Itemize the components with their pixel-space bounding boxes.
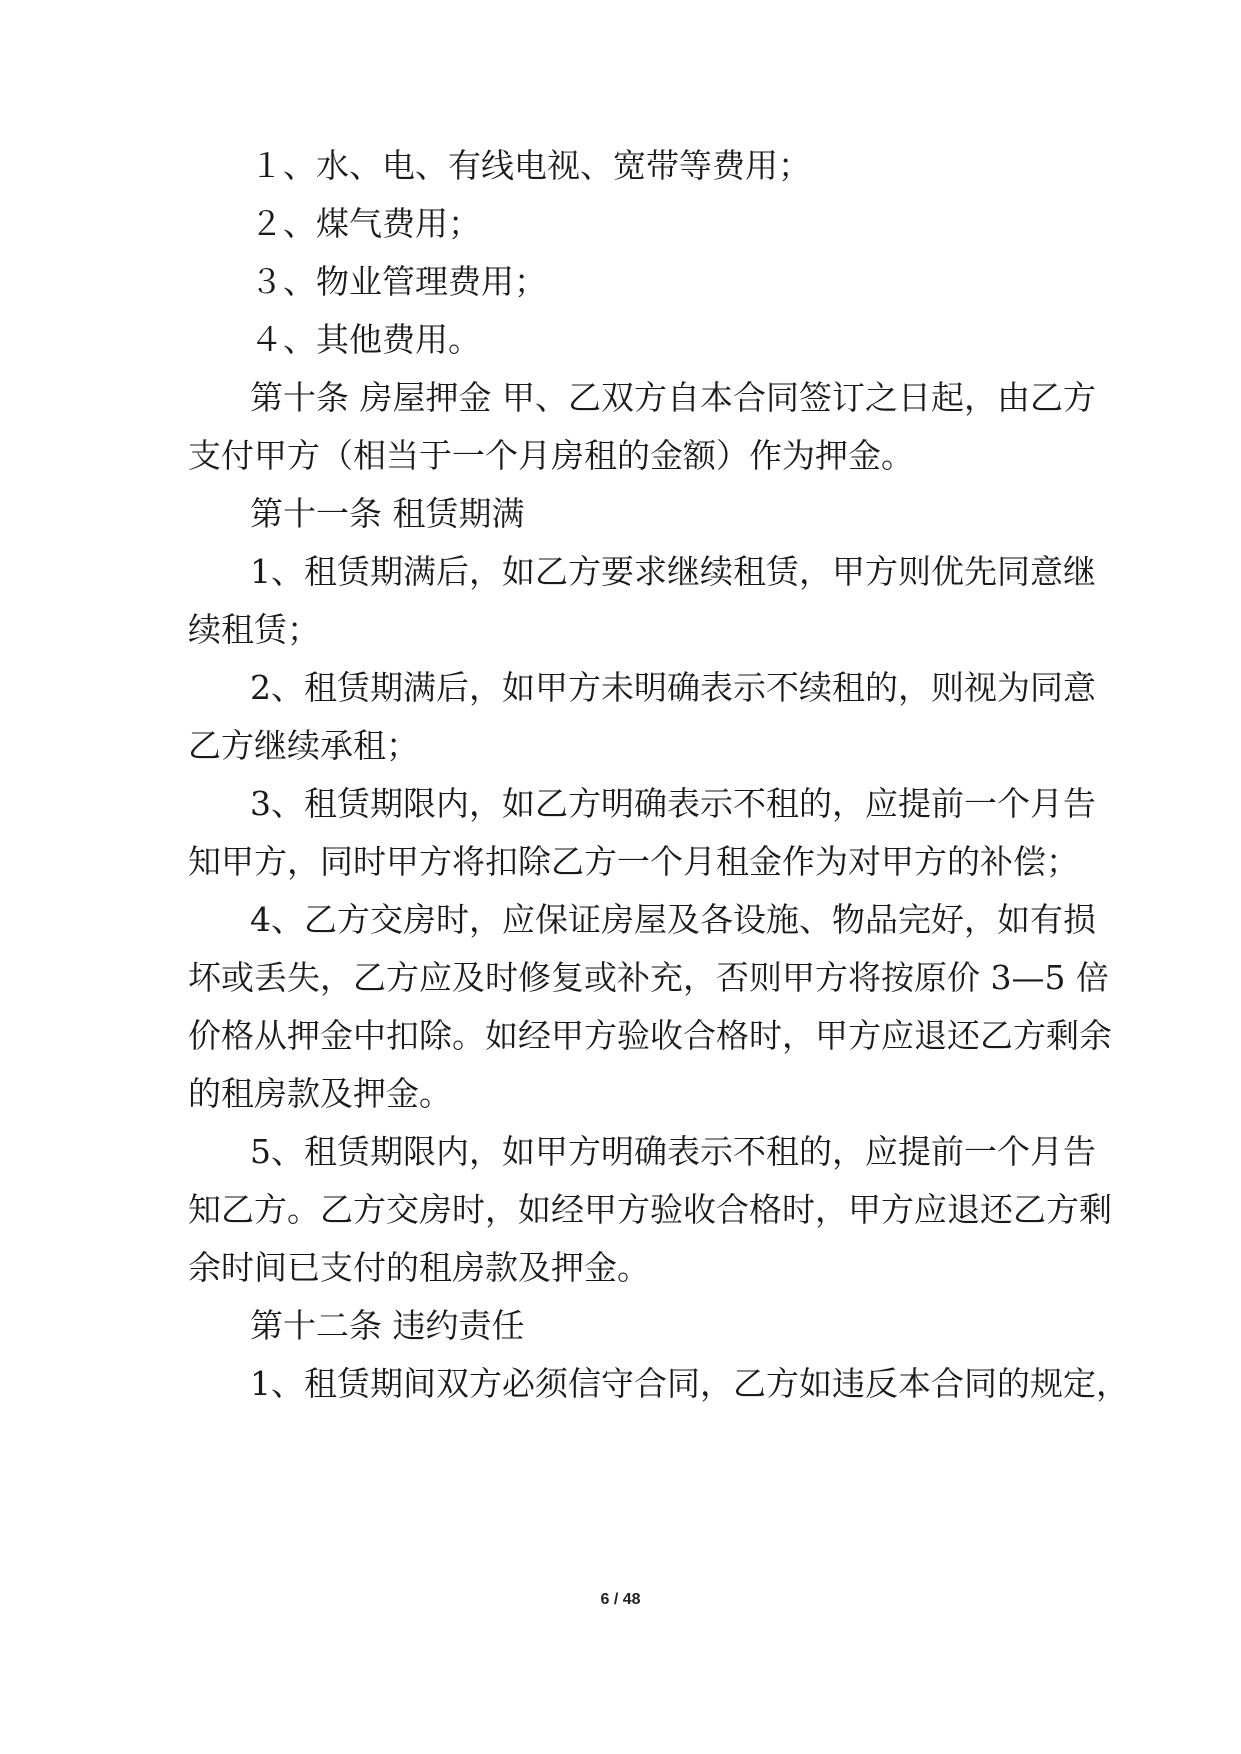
paragraph-line: 支付甲方（相当于一个月房租的金额）作为押金。 [188, 436, 914, 475]
paragraph-line: 余时间已支付的租房款及押金。 [188, 1248, 650, 1287]
paragraph-line: ３、物业管理费用； [250, 262, 547, 301]
paragraph-line: 第十条 房屋押金 甲、乙双方自本合同签订之日起，由乙方 [250, 378, 1096, 417]
paragraph-line: 知乙方。乙方交房时，如经甲方验收合格时，甲方应退还乙方剩 [188, 1190, 1112, 1229]
paragraph-line: 价格从押金中扣除。如经甲方验收合格时，甲方应退还乙方剩余 [188, 1016, 1112, 1055]
paragraph-line: 续租赁； [188, 610, 320, 649]
paragraph-line: 的租房款及押金。 [188, 1074, 452, 1113]
paragraph-line: 乙方继续承租； [188, 726, 419, 765]
paragraph-line: 知甲方，同时甲方将扣除乙方一个月租金作为对甲方的补偿； [188, 842, 1079, 881]
paragraph-line: 1、租赁期满后，如乙方要求继续租赁，甲方则优先同意继 [250, 552, 1096, 591]
paragraph-line: １、水、电、有线电视、宽带等费用； [250, 146, 811, 185]
paragraph-line: 2、租赁期满后，如甲方未明确表示不续租的，则视为同意 [250, 668, 1096, 707]
section-heading: 第十二条 违约责任 [250, 1306, 525, 1345]
paragraph-line: ２、煤气费用； [250, 204, 481, 243]
paragraph-line: 5、租赁期限内，如甲方明确表示不租的，应提前一个月告 [250, 1132, 1096, 1171]
paragraph-line: 4、乙方交房时，应保证房屋及各设施、物品完好，如有损 [250, 900, 1096, 939]
page-number: 6 / 48 [600, 1591, 641, 1608]
paragraph-line: ４、其他费用。 [250, 320, 481, 359]
paragraph-line: 3、租赁期限内，如乙方明确表示不租的，应提前一个月告 [250, 784, 1096, 823]
paragraph-line: 1、租赁期间双方必须信守合同，乙方如违反本合同的规定， [250, 1364, 1129, 1403]
section-heading: 第十一条 租赁期满 [250, 494, 525, 533]
paragraph-line: 坏或丢失，乙方应及时修复或补充，否则甲方将按原价 3—5 倍 [188, 958, 1109, 997]
